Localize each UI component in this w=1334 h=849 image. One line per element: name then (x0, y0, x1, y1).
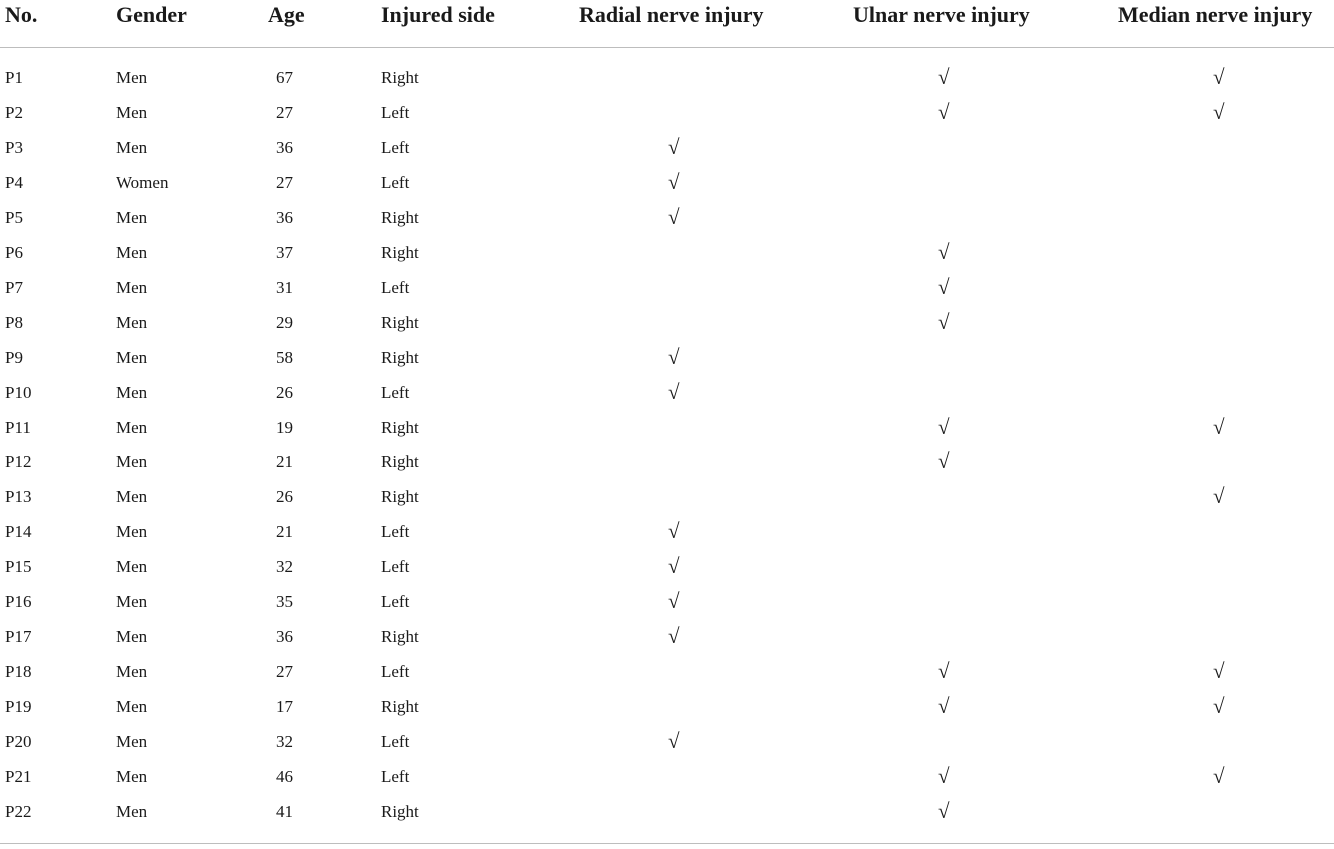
ulnar-check-icon: √ (938, 694, 950, 719)
radial-check-icon: √ (668, 729, 680, 754)
cell-no: P19 (5, 697, 32, 717)
cell-injured-side: Right (381, 487, 419, 507)
cell-age: 27 (276, 102, 293, 122)
cell-injured-side: Right (381, 452, 419, 472)
cell-injured-side: Right (381, 68, 419, 87)
median-check-icon: √ (1213, 65, 1225, 89)
cell-no: P12 (5, 452, 32, 472)
cell-injured-side: Right (381, 697, 419, 717)
cell-injured-side: Right (381, 801, 419, 821)
table-row (0, 479, 1334, 514)
table-row (0, 340, 1334, 375)
median-check-icon: √ (1213, 99, 1225, 124)
header-ulnar-nerve-injury: Ulnar nerve injury (853, 2, 1030, 27)
table-row (0, 584, 1334, 619)
cell-age: 36 (276, 207, 293, 227)
cell-no: P13 (5, 487, 32, 507)
cell-age: 46 (276, 767, 293, 786)
cell-age: 37 (276, 242, 293, 262)
cell-no: P5 (5, 207, 23, 227)
cell-gender: Men (116, 592, 148, 612)
cell-no: P8 (5, 312, 23, 332)
cell-gender: Men (116, 767, 148, 786)
ulnar-check-icon: √ (938, 449, 950, 474)
table-row (0, 130, 1334, 165)
cell-age: 29 (276, 312, 293, 332)
cell-injured-side: Right (381, 312, 419, 332)
cell-injured-side: Left (381, 102, 410, 122)
cell-gender: Men (116, 102, 148, 122)
cell-gender: Men (116, 347, 148, 367)
cell-no: P9 (5, 347, 23, 367)
ulnar-check-icon: √ (938, 659, 950, 684)
cell-no: P16 (5, 592, 32, 612)
cell-age: 41 (276, 801, 293, 821)
cell-age: 35 (276, 592, 293, 612)
cell-gender: Men (116, 312, 148, 332)
table-row (0, 654, 1334, 689)
ulnar-check-icon: √ (938, 414, 950, 439)
median-check-icon: √ (1213, 484, 1225, 509)
cell-age: 27 (276, 662, 293, 682)
cell-gender: Men (116, 207, 148, 227)
cell-no: P14 (5, 522, 32, 542)
table-row (0, 759, 1334, 794)
cell-no: P2 (5, 102, 23, 122)
table-row (0, 514, 1334, 549)
radial-check-icon: √ (668, 624, 680, 649)
cell-no: P15 (5, 557, 32, 577)
radial-check-icon: √ (668, 589, 680, 614)
cell-no: P4 (5, 172, 23, 192)
cell-gender: Men (116, 732, 148, 752)
median-check-icon: √ (1213, 659, 1225, 684)
cell-gender: Men (116, 801, 148, 821)
table-bottom-divider (0, 843, 1334, 844)
cell-gender: Men (116, 417, 148, 437)
cell-age: 31 (276, 277, 293, 297)
cell-age: 32 (276, 557, 293, 577)
cell-age: 26 (276, 487, 293, 507)
cell-gender: Men (116, 522, 148, 542)
radial-check-icon: √ (668, 519, 680, 544)
cell-no: P11 (5, 417, 31, 437)
table-row (0, 165, 1334, 200)
cell-injured-side: Left (381, 172, 410, 192)
radial-check-icon: √ (668, 204, 680, 229)
radial-check-icon: √ (668, 554, 680, 579)
header-median-nerve-injury: Median nerve injury (1118, 2, 1313, 27)
table-row (0, 444, 1334, 479)
cell-gender: Men (116, 242, 148, 262)
cell-age: 36 (276, 137, 293, 157)
cell-age: 19 (276, 417, 293, 437)
cell-age: 17 (276, 697, 293, 717)
cell-injured-side: Left (381, 732, 410, 752)
cell-gender: Men (116, 557, 148, 577)
table-row (0, 724, 1334, 759)
median-check-icon: √ (1213, 414, 1225, 439)
header-radial-nerve-injury: Radial nerve injury (579, 2, 764, 27)
table-row (0, 95, 1334, 130)
cell-gender: Men (116, 487, 148, 507)
cell-gender: Women (116, 172, 169, 192)
header-no: No. (5, 2, 38, 27)
table-row (0, 200, 1334, 235)
table-row (0, 375, 1334, 410)
cell-injured-side: Left (381, 522, 410, 542)
cell-age: 32 (276, 732, 293, 752)
cell-age: 27 (276, 172, 293, 192)
header-gender: Gender (116, 2, 187, 27)
median-check-icon: √ (1213, 764, 1225, 788)
cell-no: P10 (5, 382, 32, 402)
cell-no: P7 (5, 277, 23, 297)
cell-injured-side: Left (381, 592, 410, 612)
table-row (0, 794, 1334, 829)
cell-gender: Men (116, 662, 148, 682)
table-row (0, 410, 1334, 445)
ulnar-check-icon: √ (938, 99, 950, 124)
ulnar-check-icon: √ (938, 798, 950, 823)
cell-age: 58 (276, 347, 293, 367)
cell-injured-side: Left (381, 277, 410, 297)
cell-gender: Men (116, 277, 148, 297)
cell-gender: Men (116, 382, 148, 402)
cell-age: 26 (276, 382, 293, 402)
cell-gender: Men (116, 137, 148, 157)
cell-injured-side: Right (381, 242, 419, 262)
cell-no: P21 (5, 767, 32, 786)
radial-check-icon: √ (668, 379, 680, 404)
ulnar-check-icon: √ (938, 239, 950, 264)
cell-no: P1 (5, 68, 23, 87)
ulnar-check-icon: √ (938, 274, 950, 299)
cell-injured-side: Left (381, 767, 410, 786)
cell-age: 36 (276, 627, 293, 647)
cell-injured-side: Left (381, 662, 410, 682)
cell-injured-side: Right (381, 417, 419, 437)
ulnar-check-icon: √ (938, 65, 950, 89)
ulnar-check-icon: √ (938, 764, 950, 788)
cell-injured-side: Left (381, 382, 410, 402)
cell-age: 67 (276, 68, 293, 87)
cell-no: P20 (5, 732, 32, 752)
header-injured-side: Injured side (381, 2, 495, 27)
table-row (0, 549, 1334, 584)
table-row (0, 619, 1334, 654)
cell-no: P3 (5, 137, 23, 157)
table-row (0, 235, 1334, 270)
cell-gender: Men (116, 627, 148, 647)
cell-injured-side: Right (381, 347, 419, 367)
cell-no: P17 (5, 627, 32, 647)
table-row (0, 305, 1334, 340)
median-check-icon: √ (1213, 694, 1225, 719)
cell-gender: Men (116, 68, 148, 87)
cell-injured-side: Right (381, 627, 419, 647)
cell-no: P6 (5, 242, 23, 262)
cell-age: 21 (276, 522, 293, 542)
header-age: Age (268, 2, 305, 27)
table-row (0, 60, 1334, 95)
ulnar-check-icon: √ (938, 309, 950, 334)
cell-injured-side: Right (381, 207, 419, 227)
cell-no: P22 (5, 801, 32, 821)
cell-injured-side: Left (381, 137, 410, 157)
cell-gender: Men (116, 697, 148, 717)
cell-no: P18 (5, 662, 32, 682)
radial-check-icon: √ (668, 344, 680, 369)
table-row (0, 689, 1334, 724)
radial-check-icon: √ (668, 134, 680, 159)
cell-gender: Men (116, 452, 148, 472)
table-row (0, 270, 1334, 305)
radial-check-icon: √ (668, 169, 680, 194)
cell-injured-side: Left (381, 557, 410, 577)
cell-age: 21 (276, 452, 293, 472)
